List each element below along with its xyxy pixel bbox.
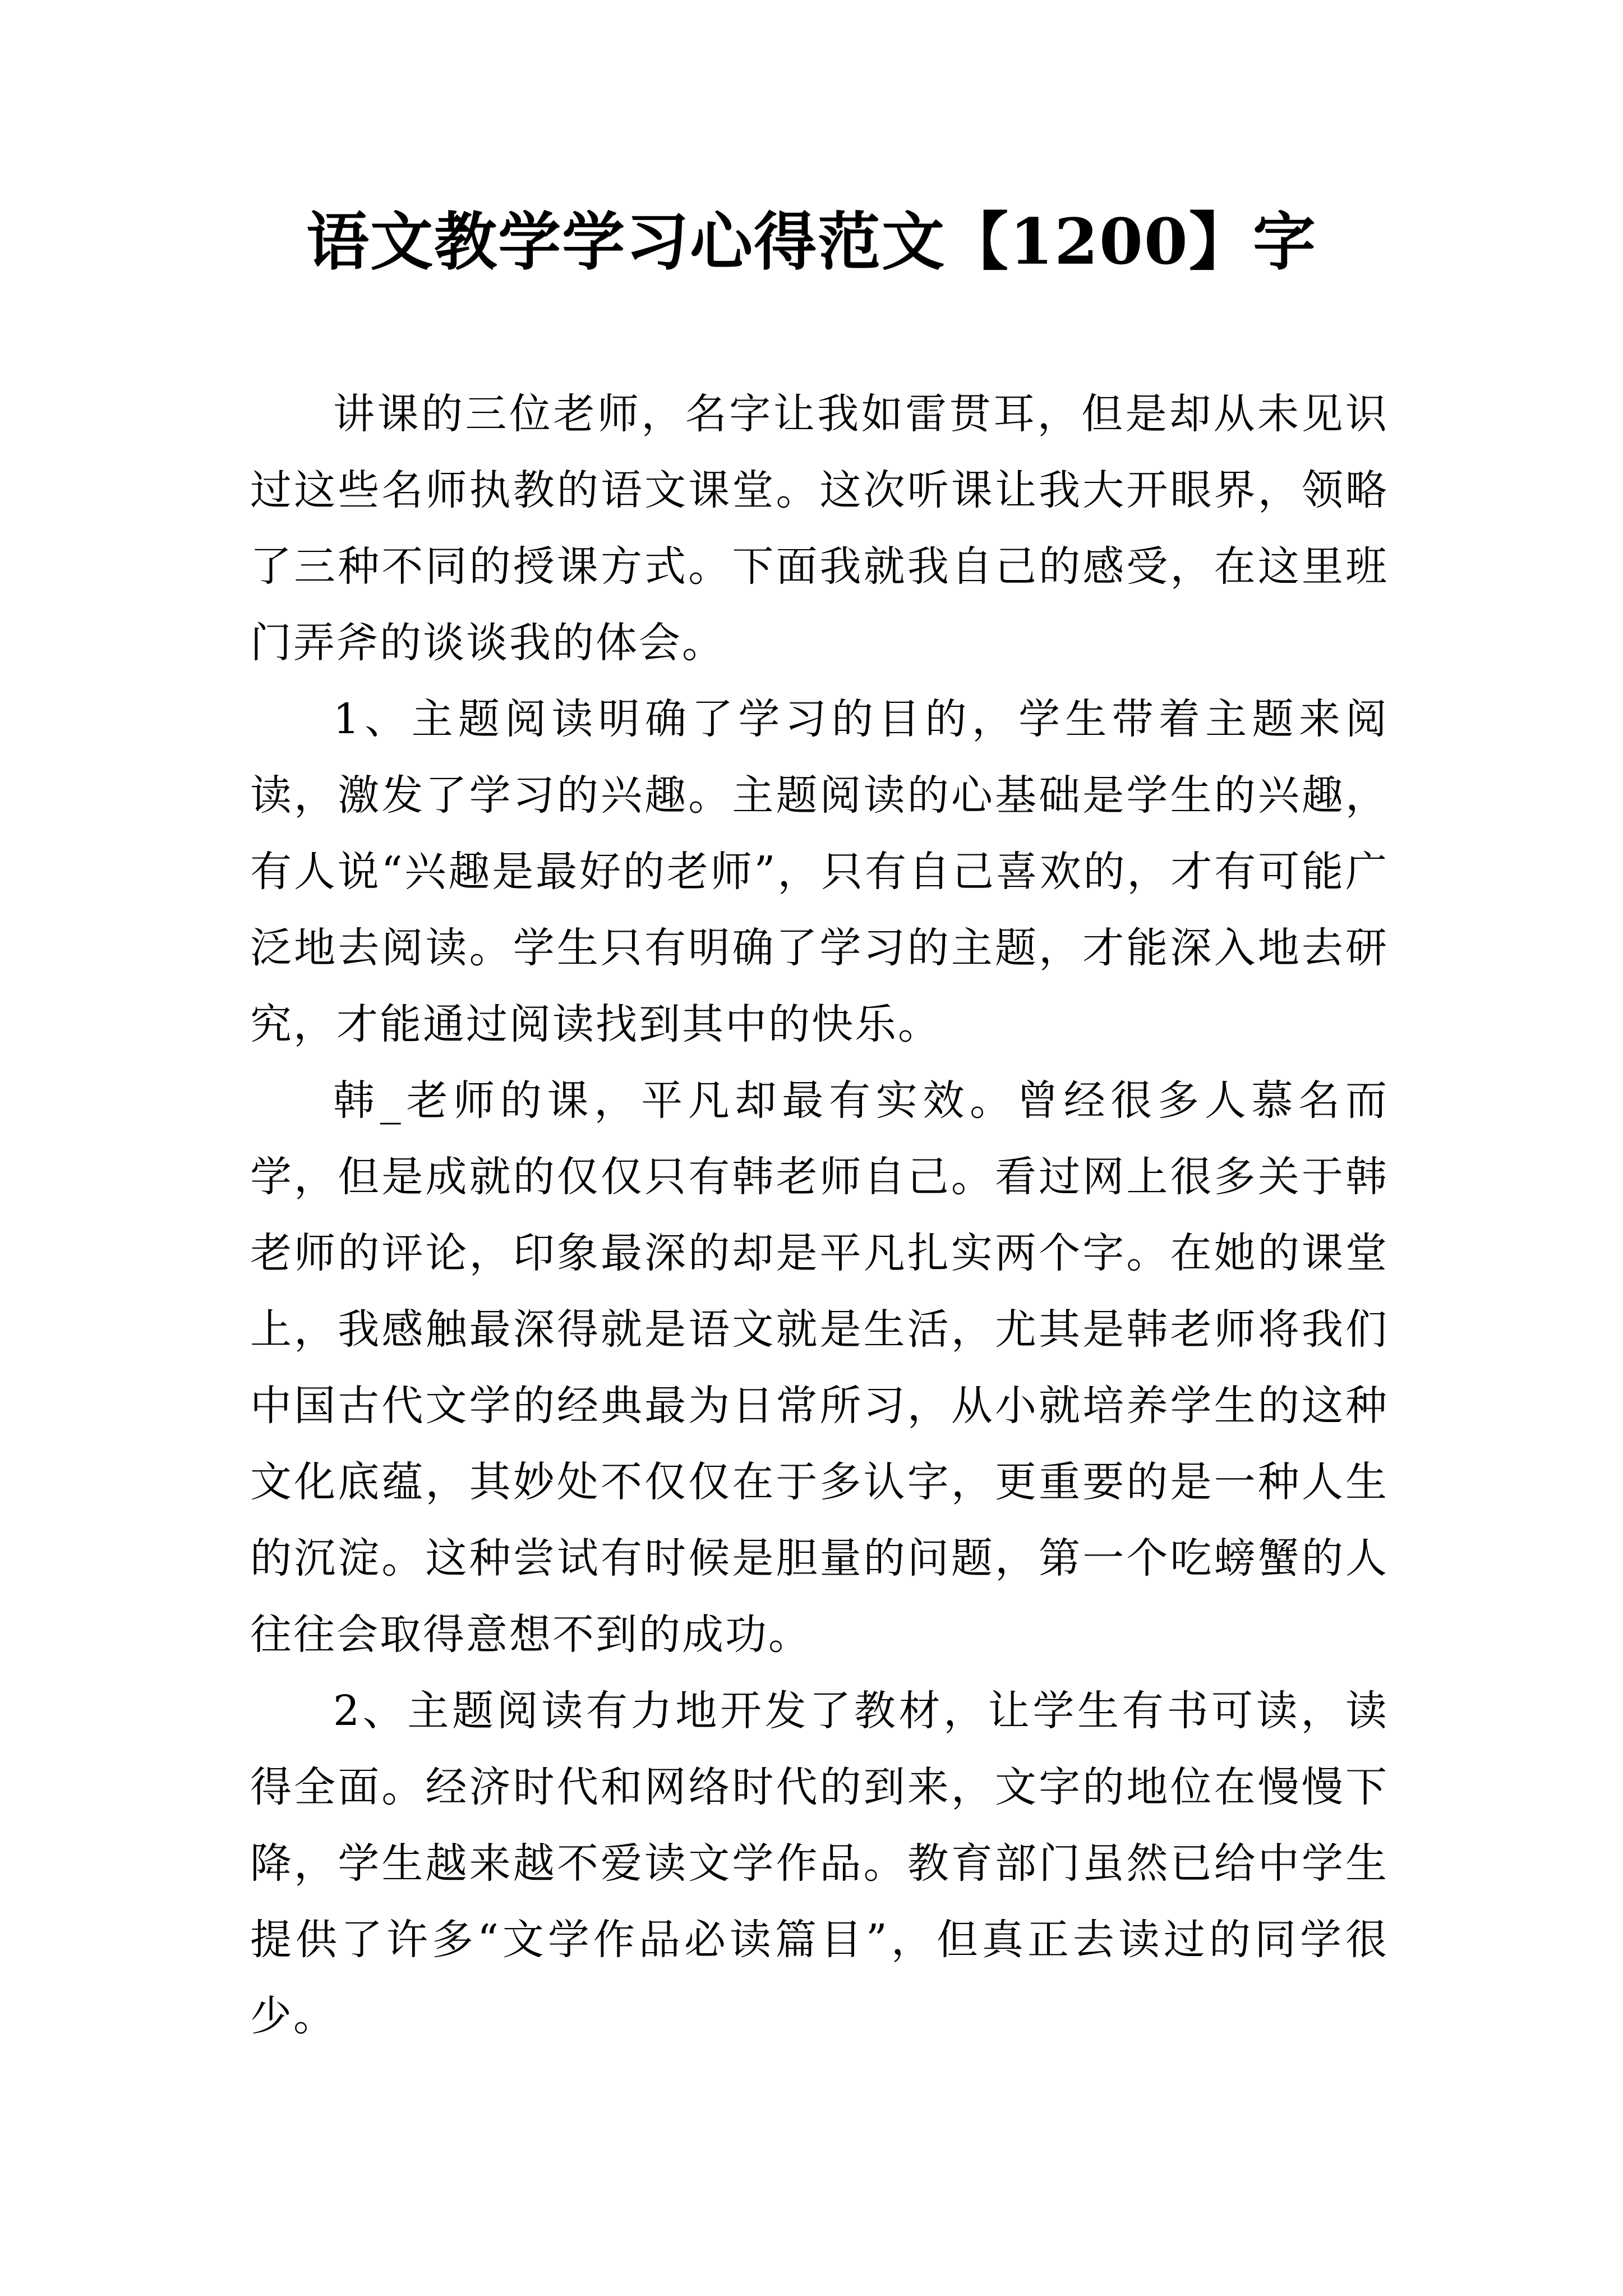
paragraph-intro: 讲课的三位老师，名字让我如雷贯耳，但是却从未见识过这些名师执教的语文课堂。这次听课让我大开眼界，领略了三种不同的授课方式。下面我就我自己的感受，在这里班门弄斧的谈谈我的体会。 — [250, 390, 1389, 667]
paragraph-teacher-han: 韩_老师的课，平凡却最有实效。曾经很多人慕名而学，但是成就的仅仅只有韩老师自己。看过网上很多关于韩老师的评论，印象最深的却是平凡扎实两个字。在她的课堂上，我感触最深得就是语文就是生活，尤其是韩老师将我们中国古代文学的经典最为日常所习，从小就培养学生的这种文化底蕴，其妙处不仅仅在于多认字，更重要的是一种人生的沉淀。这种尝试有时候是胆量的问题，第一个吃螃蟹的人往往会取得意想不到的成功。 — [250, 1076, 1389, 1659]
paragraph-point-1: 1、主题阅读明确了学习的目的，学生带着主题来阅读，激发了学习的兴趣。主题阅读的心基础是学生的兴趣，有人说“兴趣是最好的老师”，只有自己喜欢的，才有可能广泛地去阅读。学生只有明确了学习的主题，才能深入地去研究，才能通过阅读找到其中的快乐。 — [250, 695, 1389, 1048]
document-body — [250, 376, 1389, 2054]
document-title: 语文教学学习心得范文【1200】字 — [306, 205, 1317, 279]
paragraph-point-2: 2、主题阅读有力地开发了教材，让学生有书可读，读得全面。经济时代和网络时代的到来，文字的地位在慢慢下降，学生越来越不爱读文学作品。教育部门虽然已给中学生提供了许多“文学作品必读篇目”，但真正去读过的同学很少。 — [250, 1687, 1389, 2040]
